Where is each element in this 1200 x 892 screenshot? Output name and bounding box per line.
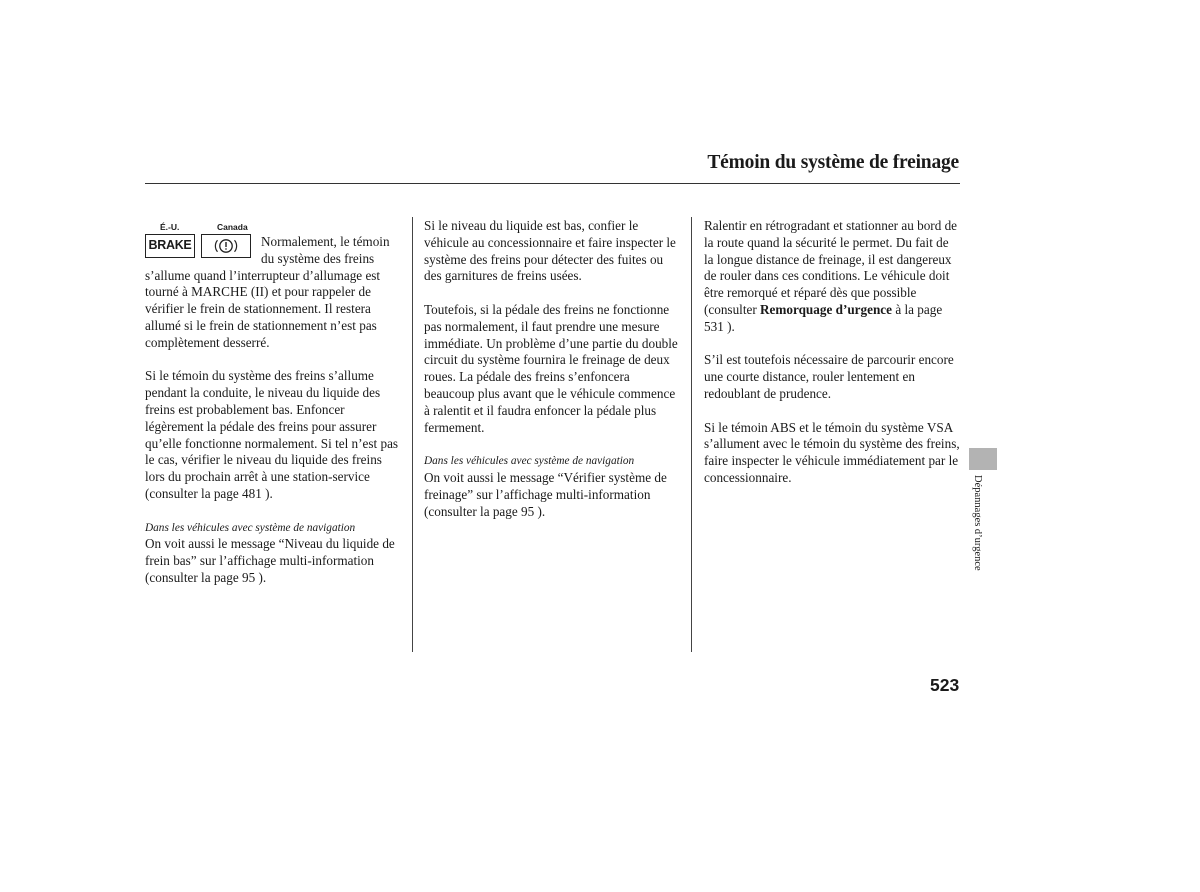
col3-paragraph-3: Si le témoin ABS et le témoin du système VSA s’allument avec le témoin du système des freins, faire inspecter le véhicule immédiatement par le concessionnaire. (704, 419, 960, 485)
indicator-labels (145, 218, 401, 234)
col2-paragraph-3: On voit aussi le message “Vérifier système de freinage” sur l’affichage multi-information (consulter la page 95 ). (424, 469, 667, 519)
section-tab-label: Dépannages d’urgence (972, 475, 983, 571)
col3-p1-text-b: à la page 531 ). (704, 301, 943, 334)
brake-symbol-icon (213, 237, 239, 255)
column-divider-2 (691, 217, 692, 652)
col1-nav-heading: Dans les véhicules avec système de navigation (145, 521, 356, 534)
col1-paragraph-3: On voit aussi le message “Niveau du liquide de frein bas” sur l’affichage multi-information (consulter la page 95 ). (145, 536, 395, 585)
towing-link: Remorquage d’urgence (760, 301, 893, 317)
circle-exclamation-icon (201, 234, 251, 258)
brake-indicator-icon: BRAKE (145, 234, 195, 258)
column-1 (145, 218, 401, 604)
col1-paragraph-2: Si le témoin du système des freins s’allume pendant la conduite, le niveau du liquide des freins est probablement bas. Enfoncer légèrement la pédale des freins pour assurer qu’elle fonctionne normalement. Si tel n’est pas le cas, vérifier le niveau du liquide des freins lors du prochain arrêt à une station-service (consulter la page 481 ). (145, 368, 399, 501)
col2-nav-heading: Dans les véhicules avec système de navigation (424, 455, 635, 468)
page-title: Témoin du système de freinage (707, 152, 959, 173)
section-tab (969, 448, 997, 470)
us-label: É.-U. (160, 222, 180, 232)
col1-paragraph-1: Normalement, le témoin du système des freins s’allume quand l’interrupteur d’allumage est tourné à MARCHE (II) et pour rappeler de vérifier le frein de stationnement. Il restera allumé si le frein de stationnement n’est pas complètement desserré. (145, 234, 390, 350)
column-2 (424, 218, 681, 537)
col2-paragraph-2: Toutefois, si la pédale des freins ne fonctionne pas normalement, il faut prendre une mesure immédiate. Un problème d’une partie du double circuit du système fournira le freinage de deux roues. La pédale des freins s’enfoncera beaucoup plus avant que le véhicule commence à ralentit et il faudra enfoncer la pédale plus fermement. (424, 301, 678, 435)
col3-paragraph-2: S’il est toutefois nécessaire de parcourir encore une courte distance, rouler lentement en redoublant de prudence. (704, 352, 954, 401)
col3-p1-text-a: Ralentir en rétrogradant et stationner au bord de la route quand la sécurité le permet. Du fait de la longue distance de freinage, il est dangereux de rouler dans ces conditions. Le véhicule doit être remorqué et réparé dès que possible (consulter (704, 218, 958, 317)
column-divider-1 (412, 217, 413, 652)
col3-paragraph-1 (704, 218, 960, 336)
canada-label: Canada (217, 222, 248, 232)
column-3 (704, 218, 960, 504)
col2-paragraph-1: Si le niveau du liquide est bas, confier le véhicule au concessionnaire et faire inspecter le système des freins pour détecter des fuites ou des garnitures de freins usées. (424, 218, 676, 284)
page-number: 523 (930, 675, 960, 695)
header-rule (145, 183, 960, 184)
